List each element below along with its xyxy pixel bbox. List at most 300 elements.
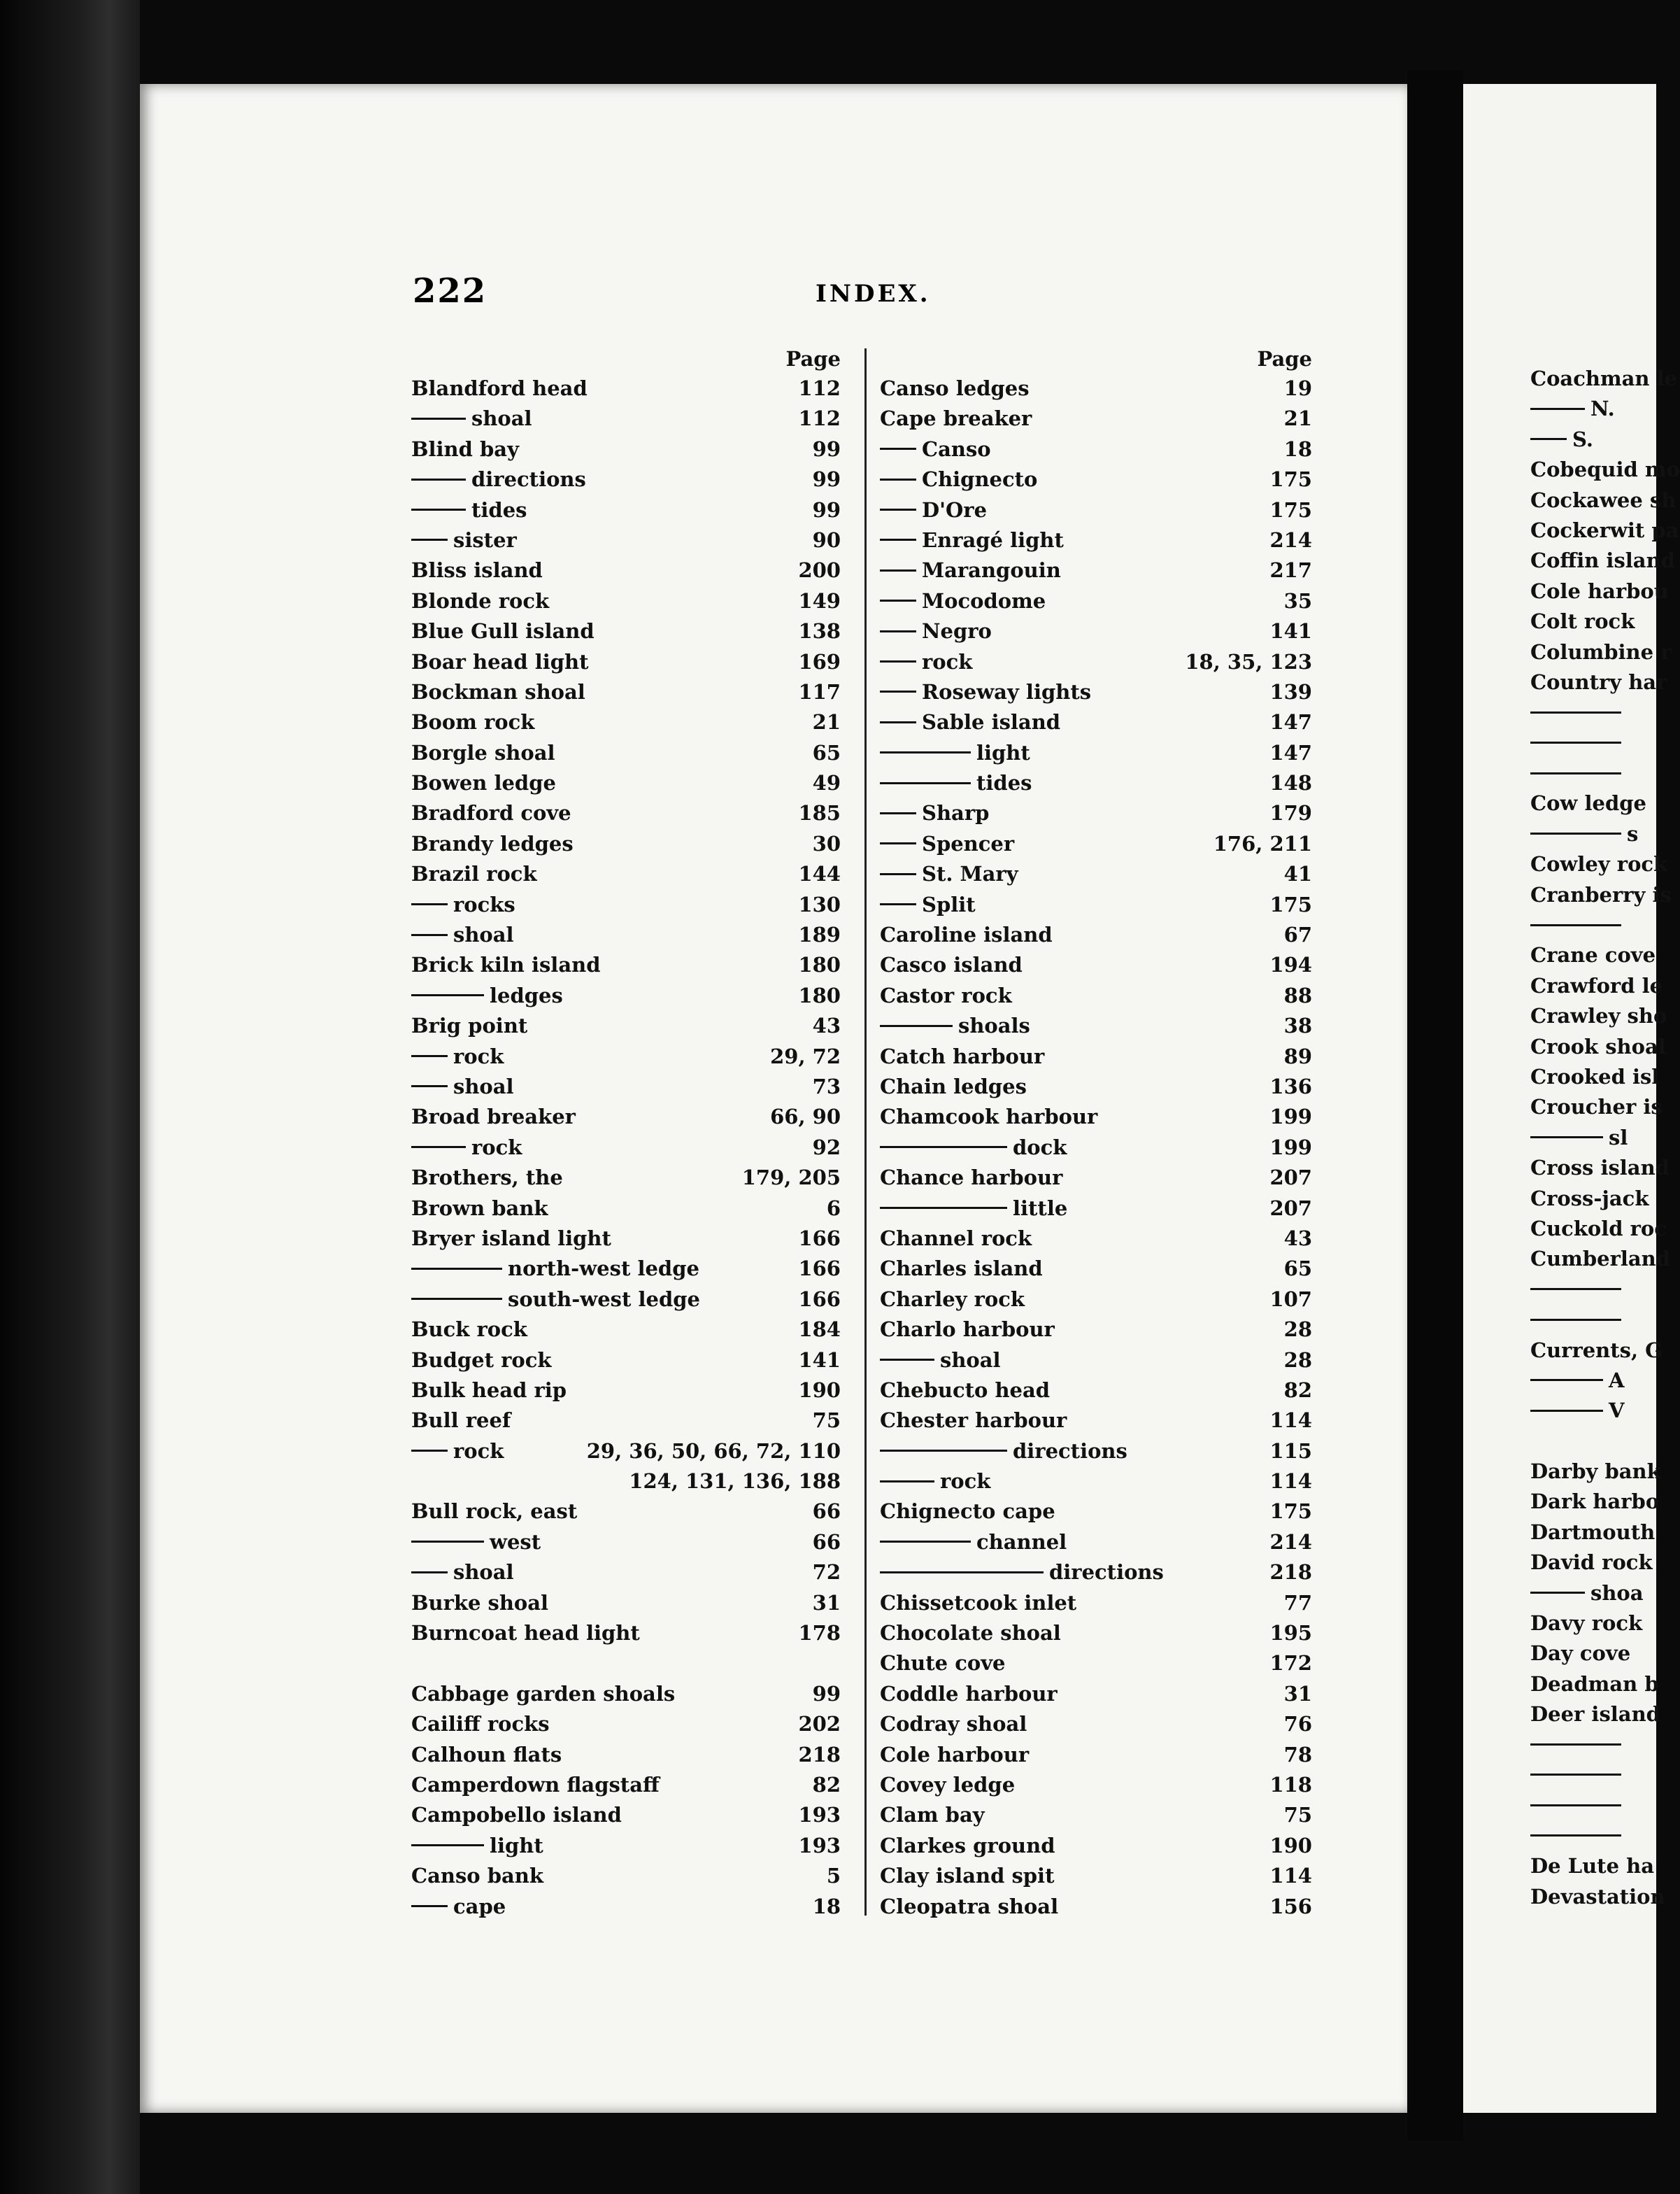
index-entry-label: Cumberland bbox=[1530, 1247, 1671, 1271]
ditto-rule bbox=[880, 539, 916, 541]
index-entry-page: 193 bbox=[798, 1833, 841, 1857]
page-column-heading: Page bbox=[1257, 347, 1312, 371]
index-entry-page: 189 bbox=[798, 923, 841, 947]
index-entry-page: 202 bbox=[798, 1712, 841, 1736]
index-entry bbox=[1530, 1578, 1656, 1608]
ditto-rule bbox=[411, 994, 484, 996]
index-entry-label: Day cove bbox=[1530, 1641, 1631, 1666]
index-entry-page: 175 bbox=[1269, 892, 1312, 916]
index-entry-page: 148 bbox=[1269, 771, 1312, 795]
index-entry-label: Codray shoal bbox=[880, 1712, 1027, 1736]
index-entry bbox=[880, 1011, 1316, 1041]
index-entry-label: Boom rock bbox=[411, 710, 535, 735]
index-entry-label bbox=[1530, 1790, 1627, 1820]
index-entry bbox=[880, 1709, 1316, 1739]
index-entry bbox=[1530, 1699, 1660, 1729]
index-entry bbox=[411, 555, 845, 586]
index-entry-label: tides bbox=[880, 768, 1032, 798]
index-entry-page: 99 bbox=[812, 497, 841, 522]
index-entry bbox=[1530, 788, 1656, 819]
index-entry-page: 166 bbox=[798, 1226, 841, 1250]
index-entry bbox=[880, 1254, 1316, 1284]
index-entry-label: Colt rock bbox=[1530, 609, 1635, 634]
index-entry-page: 176, 211 bbox=[1213, 831, 1312, 856]
index-entry-label: Boar head light bbox=[411, 649, 589, 674]
index-entry-page: 138 bbox=[798, 619, 841, 644]
index-entry-page: 18, 35, 123 bbox=[1185, 649, 1312, 674]
index-entry bbox=[411, 1496, 845, 1527]
index-entry-label: Blind bay bbox=[411, 437, 519, 461]
index-entry-page: 172 bbox=[1269, 1651, 1312, 1676]
index-entry-label: rock bbox=[411, 1042, 504, 1072]
index-entry-page: 19 bbox=[1283, 376, 1312, 400]
index-entry-label: west bbox=[411, 1527, 541, 1557]
index-entry bbox=[880, 738, 1316, 768]
index-entry bbox=[1530, 849, 1668, 879]
index-entry-label: rock bbox=[880, 647, 972, 677]
index-entry-page: 179 bbox=[1269, 801, 1312, 826]
index-entry-label: Coffin island bbox=[1530, 548, 1675, 573]
index-entry bbox=[880, 1345, 1316, 1375]
index-entry-page: 75 bbox=[1283, 1803, 1312, 1827]
index-entry bbox=[1530, 1608, 1656, 1639]
ditto-rule bbox=[411, 479, 466, 481]
index-entry bbox=[880, 707, 1316, 737]
ditto-rule bbox=[411, 1541, 484, 1543]
index-entry-label: Columbine r bbox=[1530, 639, 1672, 664]
index-entry-page: 99 bbox=[812, 1681, 841, 1706]
index-entry-label: Charles island bbox=[880, 1257, 1043, 1281]
index-entry-label: dock bbox=[880, 1133, 1067, 1163]
index-entry-label: Channel rock bbox=[880, 1226, 1032, 1250]
index-entry-page: 107 bbox=[1269, 1287, 1312, 1311]
index-entry bbox=[411, 1709, 845, 1739]
index-entry-page: 112 bbox=[798, 406, 841, 431]
ditto-rule bbox=[411, 934, 448, 936]
index-entry-page: 190 bbox=[1269, 1833, 1312, 1857]
index-entry-page: 82 bbox=[1283, 1378, 1312, 1402]
index-entry-label: Clarkes ground bbox=[880, 1833, 1055, 1857]
ditto-rule bbox=[880, 812, 916, 814]
index-entry bbox=[880, 1831, 1316, 1861]
index-entry-page: 156 bbox=[1269, 1894, 1312, 1918]
index-entry bbox=[411, 1831, 845, 1861]
index-entry-label: Brothers, the bbox=[411, 1166, 563, 1190]
index-entry bbox=[880, 1224, 1316, 1254]
index-entry-label: shoal bbox=[880, 1345, 1001, 1375]
index-entry-label: south-west ledge bbox=[411, 1284, 700, 1315]
index-entry-label: s bbox=[1530, 819, 1638, 849]
index-entry bbox=[880, 1406, 1316, 1436]
index-entry-label: Crook shoal bbox=[1530, 1034, 1666, 1059]
index-entry-page: 28 bbox=[1283, 1317, 1312, 1342]
index-entry-label: ledges bbox=[411, 981, 563, 1011]
index-entry-label: De Lute ha bbox=[1530, 1854, 1654, 1878]
index-entry bbox=[880, 950, 1316, 980]
index-entry-page: 218 bbox=[1269, 1560, 1312, 1585]
index-entry-page: 141 bbox=[1269, 619, 1312, 644]
index-entry-label: Cross-jack bbox=[1530, 1186, 1649, 1210]
index-entry-page: 88 bbox=[1283, 983, 1312, 1007]
index-entry-label: Charlo harbour bbox=[880, 1317, 1055, 1342]
index-entry-page: 92 bbox=[812, 1135, 841, 1159]
ditto-rule bbox=[1530, 1288, 1621, 1290]
index-entry bbox=[411, 1436, 845, 1466]
index-entry-label: directions bbox=[411, 465, 586, 495]
index-entry-label: Burke shoal bbox=[411, 1590, 549, 1615]
index-entry-label: Camperdown flagstaff bbox=[411, 1772, 660, 1797]
index-entry bbox=[411, 1800, 845, 1830]
index-entry-page: 147 bbox=[1269, 710, 1312, 735]
index-entry-label: Sharp bbox=[880, 798, 989, 828]
index-entry-page: 112 bbox=[798, 376, 841, 400]
page-gutter bbox=[1407, 70, 1463, 2141]
index-entry-page: 217 bbox=[1269, 558, 1312, 583]
index-entry bbox=[1530, 1275, 1656, 1305]
index-entry bbox=[411, 1892, 845, 1922]
index-entry-label: Chissetcook inlet bbox=[880, 1590, 1077, 1615]
index-entry bbox=[880, 1770, 1316, 1800]
index-entry bbox=[1530, 1548, 1656, 1578]
index-entry-label: light bbox=[411, 1831, 543, 1861]
index-entry-label: Calhoun flats bbox=[411, 1742, 562, 1767]
index-entry-label: Bradford cove bbox=[411, 801, 571, 826]
ditto-rule bbox=[411, 1844, 484, 1846]
index-entry-label: Spencer bbox=[880, 829, 1014, 859]
index-entry bbox=[411, 1770, 845, 1800]
index-entry bbox=[411, 1648, 845, 1678]
index-entry bbox=[1530, 1882, 1665, 1912]
index-entry-label: Cowley rock bbox=[1530, 852, 1668, 877]
index-entry-label: sister bbox=[411, 525, 517, 555]
index-entry bbox=[880, 495, 1316, 525]
index-entry-label bbox=[1530, 728, 1627, 758]
index-entry-page: 139 bbox=[1269, 679, 1312, 704]
ditto-rule bbox=[1530, 772, 1621, 774]
index-entry bbox=[1530, 1730, 1656, 1760]
index-entry bbox=[1530, 1790, 1656, 1820]
index-entry-label: Devastation bbox=[1530, 1884, 1665, 1909]
ditto-rule bbox=[1530, 1136, 1603, 1138]
index-entry-page: 185 bbox=[798, 801, 841, 826]
index-entry-page: 30 bbox=[812, 831, 841, 856]
index-entry bbox=[1530, 1184, 1656, 1214]
index-entry-page: 43 bbox=[1283, 1226, 1312, 1250]
index-entry bbox=[880, 1284, 1316, 1315]
ditto-rule bbox=[411, 418, 466, 420]
ditto-rule bbox=[1530, 438, 1567, 440]
index-entry-label: Marangouin bbox=[880, 555, 1061, 586]
ditto-rule bbox=[1530, 1379, 1603, 1381]
index-entry-label: Catch harbour bbox=[880, 1044, 1045, 1068]
index-entry-label: Clam bay bbox=[880, 1803, 985, 1827]
index-entry-label: Mocodome bbox=[880, 586, 1046, 616]
index-entry-label: Chignecto cape bbox=[880, 1499, 1055, 1524]
index-entry-page: 35 bbox=[1283, 588, 1312, 613]
index-entry-label: Brick kiln island bbox=[411, 953, 601, 977]
ditto-rule bbox=[880, 660, 916, 663]
index-entry bbox=[880, 374, 1316, 404]
index-entry bbox=[880, 829, 1316, 859]
index-entry-label: Chamcook harbour bbox=[880, 1105, 1098, 1129]
index-entry bbox=[1530, 1821, 1656, 1851]
index-entry-label: Canso bank bbox=[411, 1864, 543, 1888]
index-entry bbox=[411, 1375, 845, 1406]
index-entry bbox=[1530, 1760, 1656, 1790]
index-entry-label: Coachman le bbox=[1530, 367, 1678, 390]
ditto-rule bbox=[411, 1905, 448, 1907]
index-entry bbox=[411, 1102, 845, 1132]
index-entry bbox=[411, 647, 845, 677]
index-entry-label: shoal bbox=[411, 1557, 514, 1587]
index-entry bbox=[411, 1406, 845, 1436]
index-entry bbox=[411, 920, 845, 950]
index-entry-label: cape bbox=[411, 1892, 506, 1922]
index-entry-page: 136 bbox=[1269, 1074, 1312, 1098]
index-entry bbox=[411, 890, 845, 920]
index-entry bbox=[411, 1740, 845, 1770]
index-entry-label: shoal bbox=[411, 920, 514, 950]
index-entry-label: V bbox=[1530, 1396, 1625, 1426]
ditto-rule bbox=[880, 1450, 1007, 1452]
ditto-rule bbox=[1530, 1804, 1621, 1806]
index-entry bbox=[880, 1679, 1316, 1709]
index-entry bbox=[1530, 1153, 1670, 1183]
index-entry bbox=[880, 1436, 1316, 1466]
ditto-rule bbox=[880, 1207, 1007, 1209]
index-entry-label: Cabbage garden shoals bbox=[411, 1681, 676, 1706]
index-entry-page: 175 bbox=[1269, 467, 1312, 492]
index-entry-page: 6 bbox=[826, 1196, 841, 1220]
index-entry-label: little bbox=[880, 1194, 1067, 1224]
index-column-left bbox=[411, 347, 845, 1922]
index-entry-page: 114 bbox=[1269, 1469, 1312, 1494]
index-entry bbox=[411, 1163, 845, 1193]
book-spine bbox=[0, 0, 140, 2194]
index-entry-page: 82 bbox=[812, 1772, 841, 1797]
ditto-rule bbox=[880, 509, 916, 511]
ditto-rule bbox=[880, 1541, 971, 1543]
index-entry bbox=[1530, 971, 1663, 1001]
index-entry-label: Bockman shoal bbox=[411, 679, 585, 704]
index-entry-label: Cuckold roc bbox=[1530, 1216, 1667, 1240]
index-entry bbox=[1530, 1123, 1656, 1153]
index-entry-label: Chebucto head bbox=[880, 1378, 1051, 1402]
index-entry-page: 199 bbox=[1269, 1135, 1312, 1159]
index-entry bbox=[880, 586, 1316, 616]
index-entry bbox=[411, 1224, 845, 1254]
index-entry-label: Chain ledges bbox=[880, 1074, 1027, 1098]
index-entry-label: directions bbox=[880, 1436, 1127, 1466]
index-entry-page: 28 bbox=[1283, 1347, 1312, 1372]
index-entry bbox=[880, 1496, 1316, 1527]
index-entry-page: 117 bbox=[798, 679, 841, 704]
index-entry bbox=[1530, 667, 1667, 698]
index-entry-label: Bull rock, east bbox=[411, 1499, 578, 1524]
index-entry bbox=[1530, 1032, 1666, 1062]
index-entry bbox=[411, 677, 845, 707]
index-entry-label: Covey ledge bbox=[880, 1772, 1016, 1797]
index-entry-page: 66 bbox=[812, 1529, 841, 1554]
index-entry-page: 18 bbox=[1283, 437, 1312, 461]
index-entry bbox=[411, 768, 845, 798]
index-entry-page: 66, 90 bbox=[770, 1105, 841, 1129]
index-entry-label: Sable island bbox=[880, 707, 1060, 737]
index-entry bbox=[411, 1466, 845, 1496]
index-entry-page: 66 bbox=[812, 1499, 841, 1524]
index-entry bbox=[880, 1861, 1316, 1891]
ditto-rule bbox=[1530, 1319, 1621, 1321]
index-entry-page: 169 bbox=[798, 649, 841, 674]
index-entry-label: Bowen ledge bbox=[411, 771, 556, 795]
index-entry-page: 31 bbox=[1283, 1681, 1312, 1706]
index-entry-page: 200 bbox=[798, 558, 841, 583]
index-entry bbox=[880, 1588, 1316, 1618]
ditto-rule bbox=[1530, 712, 1621, 714]
index-entry bbox=[880, 798, 1316, 828]
index-entry-label: Brandy ledges bbox=[411, 831, 574, 856]
index-entry-page: 118 bbox=[1269, 1772, 1312, 1797]
index-entry-label bbox=[1530, 1760, 1627, 1790]
index-entry-page: 41 bbox=[1283, 862, 1312, 886]
index-entry-page: 90 bbox=[812, 528, 841, 552]
index-entry bbox=[411, 586, 845, 616]
index-entry-page: 130 bbox=[798, 892, 841, 916]
index-entry bbox=[411, 525, 845, 555]
index-entry-page: 43 bbox=[812, 1014, 841, 1038]
index-entry bbox=[880, 1072, 1316, 1102]
index-entry bbox=[880, 920, 1316, 950]
index-entry bbox=[411, 859, 845, 889]
index-entry bbox=[411, 1011, 845, 1041]
index-entry-label: rocks bbox=[411, 890, 515, 920]
index-entry-label: Chester harbour bbox=[880, 1408, 1067, 1433]
index-entry bbox=[1530, 910, 1656, 940]
index-entry bbox=[411, 1345, 845, 1375]
index-entry bbox=[411, 1557, 845, 1587]
index-entry bbox=[1530, 1244, 1671, 1274]
ditto-rule bbox=[411, 509, 466, 511]
index-entry-page: 184 bbox=[798, 1317, 841, 1342]
index-entry-page: 78 bbox=[1283, 1742, 1312, 1767]
index-entry bbox=[880, 1648, 1316, 1678]
index-entry bbox=[1530, 1669, 1659, 1699]
index-entry bbox=[880, 1527, 1316, 1557]
index-entry bbox=[880, 1102, 1316, 1132]
index-entry bbox=[880, 1315, 1316, 1345]
index-entry-page: 175 bbox=[1269, 497, 1312, 522]
index-entry-label: Chignecto bbox=[880, 465, 1037, 495]
index-entry bbox=[411, 374, 845, 404]
index-entry-label: Enragé light bbox=[880, 525, 1064, 555]
index-entry bbox=[411, 465, 845, 495]
index-entry-label: Cockawee sh bbox=[1530, 488, 1677, 512]
index-entry-label: shoal bbox=[411, 404, 532, 434]
index-entry-page: 166 bbox=[798, 1287, 841, 1311]
index-entry-label: Cockerwit pa bbox=[1530, 518, 1679, 542]
index-entry-label: Cobequid mo bbox=[1530, 458, 1680, 482]
index-entry bbox=[880, 1133, 1316, 1163]
ditto-rule bbox=[1530, 1743, 1621, 1746]
index-entry bbox=[1530, 1062, 1660, 1092]
index-entry bbox=[1530, 1457, 1661, 1487]
index-entry-page: 76 bbox=[1283, 1712, 1312, 1736]
index-entry-label: Dark harbo bbox=[1530, 1489, 1660, 1514]
index-entry-label bbox=[1530, 758, 1627, 788]
index-entry-label: Dartmouth bbox=[1530, 1520, 1656, 1544]
index-entry-page: 18 bbox=[812, 1894, 841, 1918]
ditto-rule bbox=[880, 1359, 934, 1361]
index-entry bbox=[411, 1194, 845, 1224]
index-entry-page: 65 bbox=[812, 740, 841, 765]
index-entry bbox=[880, 1800, 1316, 1830]
index-entry bbox=[1530, 546, 1675, 576]
index-entry-label: Cole harbou bbox=[1530, 579, 1669, 603]
index-entry-label: tides bbox=[411, 495, 527, 525]
index-entry bbox=[880, 434, 1316, 465]
index-entry bbox=[880, 981, 1316, 1011]
index-entry bbox=[880, 465, 1316, 495]
index-entry-label: Borgle shoal bbox=[411, 740, 555, 765]
index-entry-page: 99 bbox=[812, 467, 841, 492]
index-entry-label: Brig point bbox=[411, 1014, 528, 1038]
index-entry-label: S. bbox=[1530, 425, 1593, 455]
index-entry-page: 149 bbox=[798, 588, 841, 613]
index-entry-page: 5 bbox=[826, 1864, 841, 1888]
ditto-rule bbox=[880, 751, 971, 753]
index-entry bbox=[411, 738, 845, 768]
index-entry-page: 115 bbox=[1269, 1438, 1312, 1463]
index-entry-page: 180 bbox=[798, 953, 841, 977]
index-entry-label: Cole harbour bbox=[880, 1742, 1030, 1767]
index-entry-label: Crawford le bbox=[1530, 973, 1663, 998]
index-entry-page: 218 bbox=[798, 1742, 841, 1767]
index-entry bbox=[1530, 607, 1656, 637]
index-entry-page: 190 bbox=[798, 1378, 841, 1402]
index-entry-page: 175 bbox=[1269, 1499, 1312, 1524]
index-entry bbox=[880, 1466, 1316, 1496]
index-entry bbox=[1530, 455, 1680, 485]
index-entry-page: 65 bbox=[1283, 1257, 1312, 1281]
index-entry-label: rock bbox=[411, 1436, 504, 1466]
index-entry-label: rock bbox=[411, 1133, 522, 1163]
ditto-rule bbox=[880, 630, 916, 632]
index-entry-page: 72 bbox=[812, 1560, 841, 1585]
index-entry-label: Bryer island light bbox=[411, 1226, 611, 1250]
index-entry bbox=[880, 1892, 1316, 1922]
index-entry bbox=[1530, 1092, 1663, 1122]
index-entry-label: Deadman b bbox=[1530, 1671, 1659, 1696]
index-entry bbox=[411, 829, 845, 859]
index-entry-page: 178 bbox=[798, 1621, 841, 1646]
index-entry-page: 179, 205 bbox=[741, 1166, 841, 1190]
ditto-rule bbox=[880, 600, 916, 602]
index-entry-label: N. bbox=[1530, 394, 1615, 424]
index-entry-label: Cape breaker bbox=[880, 406, 1032, 431]
ditto-rule bbox=[1530, 742, 1621, 744]
ditto-rule bbox=[411, 1450, 448, 1452]
index-entry bbox=[880, 616, 1316, 646]
index-entry-label: A bbox=[1530, 1366, 1625, 1396]
index-entry-page: 67 bbox=[1283, 923, 1312, 947]
index-entry-page: 38 bbox=[1283, 1014, 1312, 1038]
ditto-rule bbox=[1530, 408, 1585, 410]
page-title: INDEX. bbox=[816, 280, 931, 308]
index-entry-label: Country har bbox=[1530, 670, 1667, 694]
index-entry bbox=[1530, 728, 1656, 758]
ditto-rule bbox=[880, 782, 971, 784]
index-entry bbox=[880, 525, 1316, 555]
